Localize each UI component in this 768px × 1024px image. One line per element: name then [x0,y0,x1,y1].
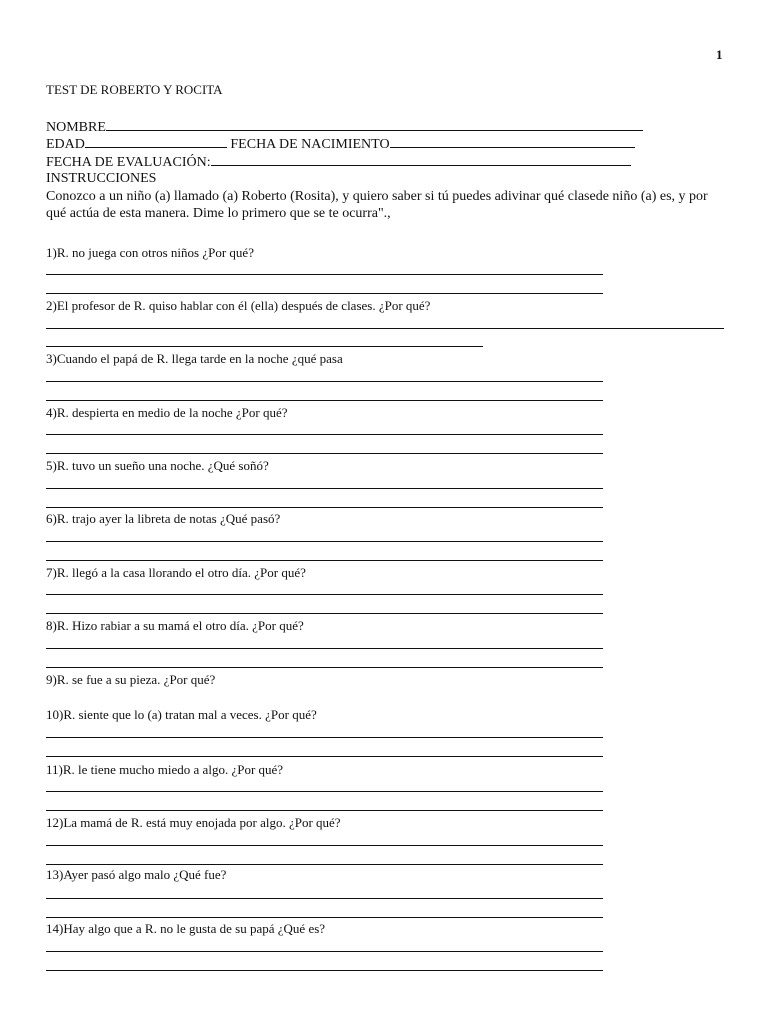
answer-line[interactable] [46,560,603,561]
question-8: 8)R. Hizo rabiar a su mamá el otro día. ¿Por qué? [46,618,304,633]
answer-line[interactable] [46,507,603,508]
edad-field[interactable] [85,135,227,148]
instructions-text: Conozco a un niño (a) llamado (a) Roberto (Rosita), y quiero saber si tú puedes adivinar qué clasede niño (a) es, y por qué actúa de esta manera. Dime lo primero que se te ocurra"., [46,189,708,221]
answer-line[interactable] [46,917,603,918]
fecha-evaluacion-label: FECHA DE EVALUACIÓN: [46,155,211,170]
answer-line[interactable] [46,594,603,595]
question-13: 13)Ayer pasó algo malo ¿Qué fue? [46,867,227,882]
answer-line[interactable] [46,845,603,846]
answer-line[interactable] [46,810,603,811]
question-1: 1)R. no juega con otros niños ¿Por qué? [46,245,254,260]
answer-line[interactable] [46,737,603,738]
answer-line[interactable] [46,613,603,614]
question-3: 3)Cuando el papá de R. llega tarde en la noche ¿qué pasa [46,351,343,366]
answer-line[interactable] [46,667,603,668]
question-7: 7)R. llegó a la casa llorando el otro día. ¿Por qué? [46,565,306,580]
question-2: 2)El profesor de R. quiso hablar con él (ella) después de clases. ¿Por qué? [46,298,431,313]
answer-line[interactable] [46,864,603,865]
fecha-evaluacion-row [46,153,631,171]
fecha-nacimiento-field[interactable] [390,135,635,148]
answer-line[interactable] [46,791,603,792]
nombre-label: NOMBRE [46,120,106,135]
answer-line[interactable] [46,951,603,952]
answer-line[interactable] [46,756,603,757]
question-6: 6)R. trajo ayer la libreta de notas ¿Qué pasó? [46,511,281,526]
nombre-field[interactable] [106,118,643,131]
answer-line[interactable] [46,648,603,649]
answer-line[interactable] [46,346,483,347]
answer-line[interactable] [46,970,603,971]
answer-line[interactable] [46,541,603,542]
fecha-nacimiento-label: FECHA DE NACIMIENTO [230,137,390,152]
answer-line[interactable] [46,488,603,489]
edad-label: EDAD [46,137,85,152]
fecha-evaluacion-field[interactable] [211,153,631,166]
answer-line[interactable] [46,328,724,329]
question-14: 14)Hay algo que a R. no le gusta de su papá ¿Qué es? [46,921,326,936]
question-4: 4)R. despierta en medio de la noche ¿Por qué? [46,405,288,420]
answer-line[interactable] [46,898,603,899]
page-number: 1 [716,47,723,62]
answer-line[interactable] [46,453,603,454]
question-9: 9)R. se fue a su pieza. ¿Por qué? [46,672,216,687]
edad-row [46,135,635,153]
answer-line[interactable] [46,381,603,382]
answer-line[interactable] [46,293,603,294]
question-11: 11)R. le tiene mucho miedo a algo. ¿Por qué? [46,762,284,777]
question-12: 12)La mamá de R. está muy enojada por algo. ¿Por qué? [46,815,341,830]
nombre-row [46,118,643,136]
question-10: 10)R. siente que lo (a) tratan mal a veces. ¿Por qué? [46,707,317,722]
answer-line[interactable] [46,274,603,275]
answer-line[interactable] [46,434,603,435]
instrucciones-label: INSTRUCCIONES [46,171,157,186]
answer-line[interactable] [46,400,603,401]
page-title: TEST DE ROBERTO Y ROCITA [46,82,223,97]
question-5: 5)R. tuvo un sueño una noche. ¿Qué soñó? [46,458,269,473]
